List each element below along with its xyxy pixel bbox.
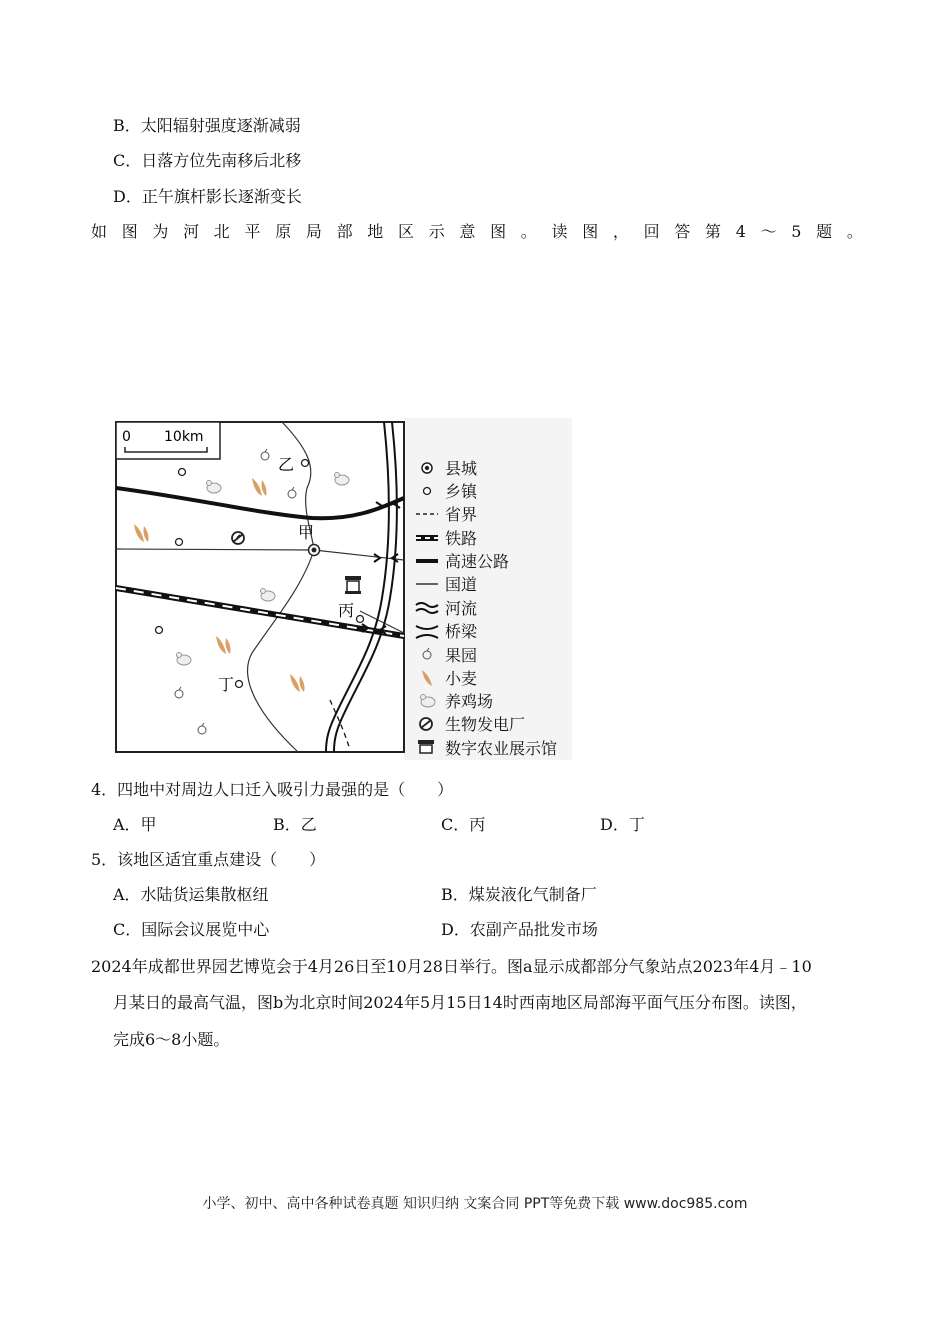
q4-option-c: C．丙 [441, 815, 486, 834]
digital-agriculture-hall-icon [345, 576, 361, 594]
legend-label: 乡镇 [445, 482, 478, 501]
intro-4-5: 如图为河北平原局部地区示意图。读图，回答第4～5题。 [91, 222, 878, 241]
legend-label: 养鸡场 [445, 692, 494, 711]
q5-option-a: A．水陆货运集散枢纽 [113, 885, 269, 904]
place-label-yi: 乙 [278, 455, 295, 474]
place-label-jia: 甲 [298, 523, 315, 542]
intro-6-8-line1: 2024年成都世界园艺博览会于4月26日至10月28日举行。图a显示成都部分气象站点2023年4月﹣10 [91, 957, 812, 976]
township-marker [179, 469, 186, 476]
legend-label: 铁路 [445, 529, 478, 548]
intro-6-8-line3: 完成6～8小题。 [113, 1030, 230, 1049]
legend-label: 高速公路 [445, 552, 510, 571]
q5-option-b: B．煤炭液化气制备厂 [441, 885, 597, 904]
county-seat-jia-dot [312, 548, 317, 553]
map-frame [116, 422, 404, 752]
legend-label: 数字农业展示馆 [445, 739, 558, 758]
intro-6-8-line2: 月某日的最高气温，图b为北京时间2024年5月15日14时西南地区局部海平面气压分布图。读图， [113, 993, 807, 1012]
place-label-ding: 丁 [218, 675, 235, 694]
township-yi [302, 460, 309, 467]
legend-label: 国道 [445, 575, 478, 594]
q4-option-d: D．丁 [600, 815, 645, 834]
bio-power-plant-icon [232, 532, 244, 544]
township-bing [357, 616, 364, 623]
q3-option-c: C．日落方位先南移后北移 [113, 151, 302, 170]
township-marker [176, 539, 183, 546]
q3-option-b: B．太阳辐射强度逐渐减弱 [113, 116, 301, 135]
place-label-bing: 丙 [338, 601, 355, 620]
hebei-plain-map [112, 418, 572, 760]
q4-stem: 4．四地中对周边人口迁入吸引力最强的是（ ） [91, 780, 454, 799]
township-marker [156, 627, 163, 634]
q5-option-c: C．国际会议展览中心 [113, 920, 270, 939]
q4-option-a: A．甲 [113, 815, 157, 834]
township-ding [236, 681, 243, 688]
legend-label: 生物发电厂 [445, 715, 526, 734]
scale-zero: 0 [122, 429, 131, 445]
legend-label: 河流 [445, 599, 478, 618]
scale-distance: 10km [164, 429, 204, 445]
page-footer: 小学、初中、高中各种试卷真题 知识归纳 文案合同 PPT等免费下载 www.doc985.com [202, 1196, 748, 1212]
q4-option-b: B．乙 [273, 815, 317, 834]
legend-label: 果园 [445, 646, 478, 665]
legend-label: 小麦 [445, 669, 478, 688]
q5-option-d: D．农副产品批发市场 [441, 920, 598, 939]
legend-label: 桥梁 [445, 622, 478, 641]
legend-label: 县城 [445, 459, 478, 478]
q5-stem: 5．该地区适宜重点建设（ ） [91, 850, 326, 869]
q3-option-d: D．正午旗杆影长逐渐变长 [113, 187, 302, 206]
legend-label: 省界 [445, 505, 478, 524]
